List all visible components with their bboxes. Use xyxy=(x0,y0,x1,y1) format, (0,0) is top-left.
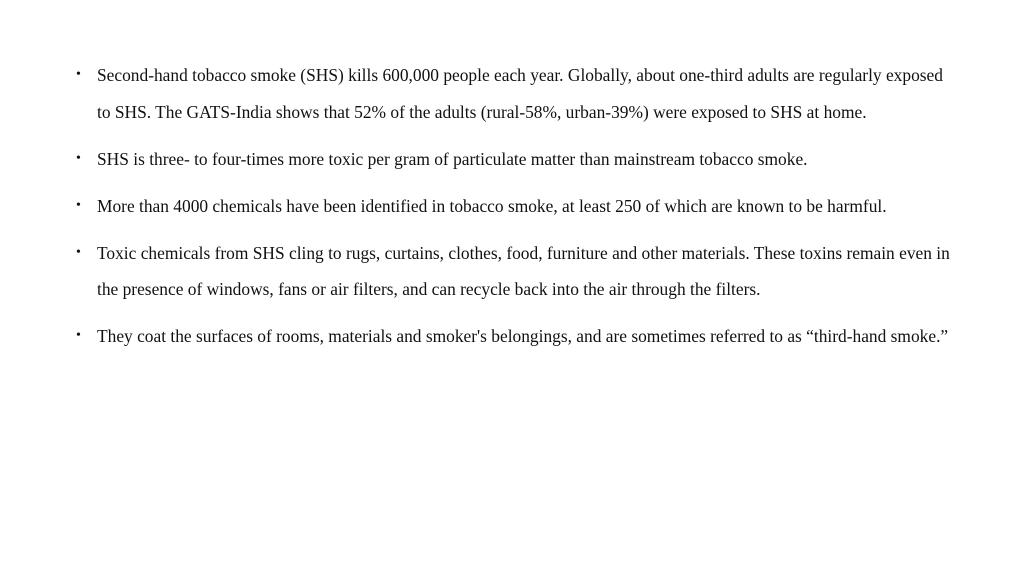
bullet-item-shs-deaths xyxy=(76,57,956,130)
bullet-text: SHS is three- to four-times more toxic per gram of particulate matter than mainstream tobacco smoke. xyxy=(97,148,808,169)
bullet-marker: • xyxy=(76,150,81,166)
bullet-item-shs-toxicity xyxy=(76,141,956,178)
bullet-marker: • xyxy=(76,244,81,260)
bullet-item-third-hand-smoke xyxy=(76,318,956,355)
bullet-marker: • xyxy=(76,67,81,82)
bullet-text: Second-hand tobacco smoke (SHS) kills 600,000 people each year. Globally, about one-third adults are regularly exposed to SHS. The GATS-India shows that 52% of the adults (rural-58%, urban-39%) were exposed to SHS at home. xyxy=(97,65,943,122)
bullet-list xyxy=(76,57,956,365)
bullet-text: Toxic chemicals from SHS cling to rugs, curtains, clothes, food, furniture and other materials. These toxins remain even in the presence of windows, fans or air filters, and can recycle back into the air through the filters. xyxy=(97,242,950,299)
bullet-marker: • xyxy=(76,197,81,213)
bullet-item-chemicals xyxy=(76,188,956,225)
bullet-text: They coat the surfaces of rooms, materials and smoker's belongings, and are sometimes referred to as “third-hand smoke.” xyxy=(97,326,949,346)
bullet-marker: • xyxy=(76,328,81,343)
bullet-text: More than 4000 chemicals have been identified in tobacco smoke, at least 250 of which are known to be harmful. xyxy=(97,195,887,216)
bullet-item-toxic-residue xyxy=(76,235,956,308)
